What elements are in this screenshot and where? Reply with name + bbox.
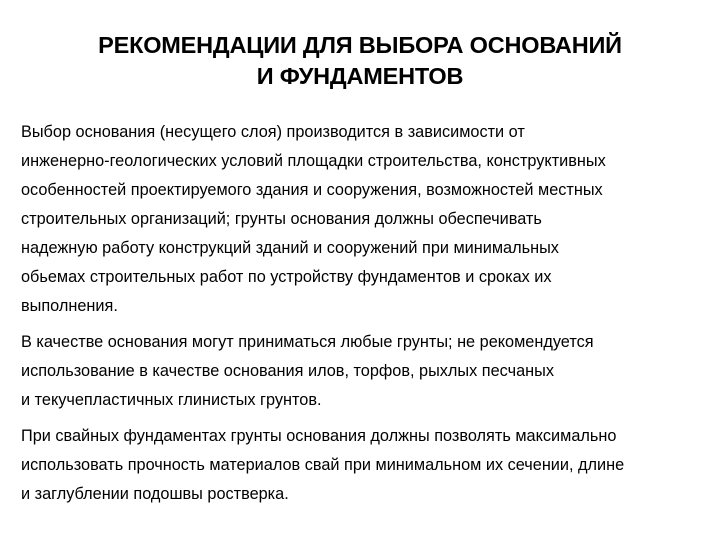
slide-title: [20, 30, 700, 92]
text-line: надежную работу конструкций зданий и сооружений при минимальных: [21, 239, 559, 257]
text-line: строительных организаций; грунты основания должны обеспечивать: [21, 210, 542, 228]
paragraph-foundation-selection: [21, 118, 705, 321]
text-line: выполнения.: [21, 297, 118, 315]
text-line: и заглублении подошвы ростверка.: [21, 485, 289, 503]
text-line: Выбор основания (несущего слоя) производится в зависимости от: [21, 123, 525, 141]
text-line: использовать прочность материалов свай при минимальном их сечении, длине: [21, 456, 625, 474]
text-line: В качестве основания могут приниматься любые грунты; не рекомендуется: [21, 333, 594, 351]
text-line: использование в качестве основания илов, торфов, рыхлых песчаных: [21, 362, 554, 380]
text-line: особенностей проектируемого здания и сооружения, возможностей местных: [21, 181, 603, 199]
text-line: обьемах строительных работ по устройству фундаментов и сроках их: [21, 268, 552, 286]
text-line: и текучепластичных глинистых грунтов.: [21, 391, 322, 409]
paragraph-pile-foundations: [21, 422, 705, 509]
paragraph-acceptable-soils: [21, 328, 705, 415]
title-line: РЕКОМЕНДАЦИИ ДЛЯ ВЫБОРА ОСНОВАНИЙ: [98, 32, 622, 58]
title-line: И ФУНДАМЕНТОВ: [256, 63, 464, 89]
slide-body: [21, 118, 705, 516]
text-line: инженерно-геологических условий площадки строительства, конструктивных: [21, 152, 606, 170]
text-line: При свайных фундаментах грунты основания должны позволять максимально: [21, 427, 617, 445]
